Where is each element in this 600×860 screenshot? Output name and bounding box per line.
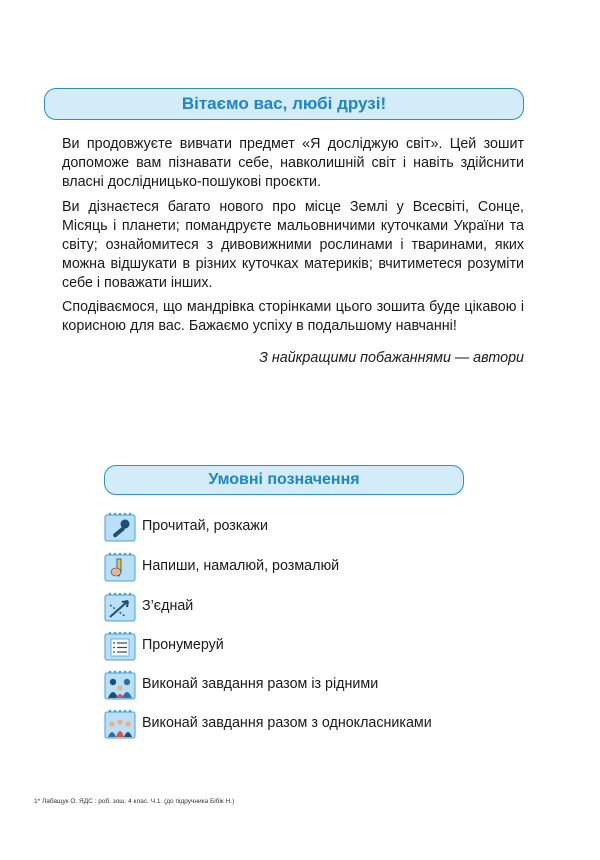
numbered-list-icon [104, 629, 136, 661]
family-icon [104, 668, 136, 700]
intro-paragraph-1: Ви продовжуєте вивчати предмет «Я досліджую світ». Цей зошит допоможе вам пізнавати себе, навколишній світ і навіть здійснити власні дослідницько-пошукові проєкти. [62, 136, 524, 190]
legend-title: Умовні позначення [208, 471, 360, 488]
legend-label: Прочитай, розкажи [142, 518, 268, 534]
authors-signature: З найкращими побажаннями — автори [259, 350, 524, 366]
legend-title-banner [104, 465, 464, 495]
intro-paragraph-2: Ви дізнаєтеся багато нового про місце Землі у Всесвіті, Сонце, Місяць і планети; помандруєте мальовничими куточками України та світу; ознайомитеся з дивовижними рослинами і тваринами, яких можна відшукати в різних куточках материків; вчитиметеся розуміти себе і поважати інших. [62, 199, 524, 291]
connect-arrows-icon [104, 590, 136, 622]
legend-label: Виконай завдання разом з однокласниками [142, 715, 432, 731]
welcome-title: Вітаємо вас, любі друзі! [181, 94, 387, 113]
legend-label: Пронумеруй [142, 637, 224, 653]
pencil-hand-icon [104, 550, 136, 582]
microphone-icon [104, 510, 136, 542]
welcome-title-banner [44, 88, 524, 120]
page-footer: 1* Лабащук О. ЯДС : роб. зош. 4 клас. Ч.1. (до підручника Бібік Н.) [34, 798, 235, 805]
legend-label: З’єднай [142, 598, 194, 614]
classmates-icon [104, 707, 136, 739]
legend-label: Напиши, намалюй, розмалюй [142, 558, 340, 574]
legend-label: Виконай завдання разом із рідними [142, 676, 379, 692]
intro-paragraph-3: Сподіваємося, що мандрівка сторінками цього зошита буде цікавою і корисною для вас. Бажаємо успіху в подальшому навчанні! [62, 299, 524, 334]
